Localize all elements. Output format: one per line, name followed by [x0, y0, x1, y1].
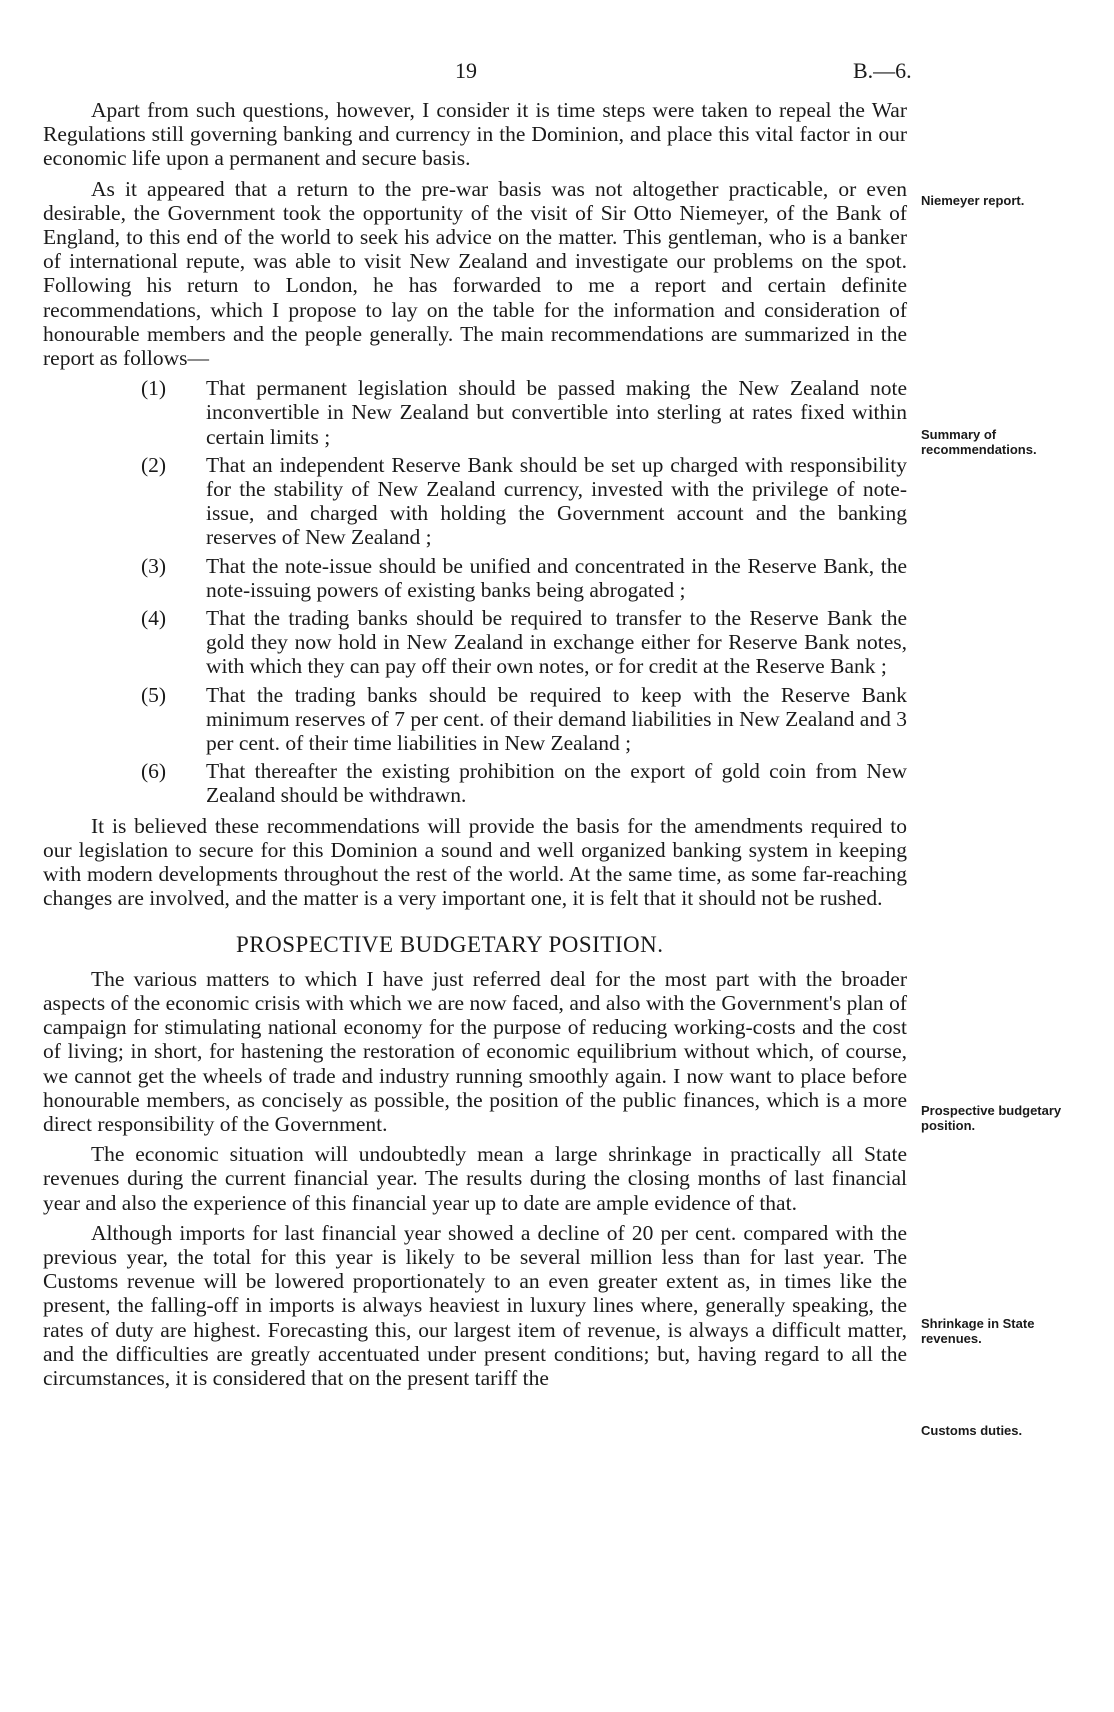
item-text: That permanent legislation should be passed making the New Zealand note inconvertible in New Zealand but convertible into sterling at rates fixed within certain limits ; [206, 376, 907, 449]
list-item [43, 759, 907, 807]
paragraph-economic-crisis: The various matters to which I have just referred deal for the most part with the broader aspects of the economic crisis with which we are now faced, and also with the Government's plan of campaign for stimulating national economy for the purpose of reducing working-costs and the cost of living; in short, for hastening the restoration of economic equilibrium without which, of course, we cannot get the wheels of trade and industry running smoothly again. I now want to place before honourable members, as concisely as possible, the position of the public finances, which is a more direct responsibility of the Government. [43, 966, 907, 1136]
item-number: (2) [141, 452, 167, 477]
paragraph-customs-revenue: Although imports for last financial year showed a decline of 20 per cent. compared with the previous year, the total for this year is likely to be several million less than for last year. The Customs revenue will be lowered proportionately to an even greater extent as, in times like the present, the falling-off in imports is always heaviest in luxury lines where, generally speaking, the rates of duty are highest. Forecasting this, our largest item of revenue, is always a difficult matter, and the difficulties are greatly accentuated under present conditions; but, having regard to all the circumstances, it is considered that on the present tariff the [43, 1220, 907, 1390]
item-text: That an independent Reserve Bank should be set up charged with responsibility for the stability of New Zealand currency, invested with the privilege of note-issue, and charged with holding the Government account and the banking reserves of New Zealand ; [206, 452, 907, 550]
item-number: (1) [141, 376, 167, 401]
paragraph-recommendations-basis: It is believed these recommendations will provide the basis for the amendments required to our legislation to secure for this Dominion a sound and well organized banking system in keeping with modern developments throughout the rest of the world. At the same time, as some far-reaching changes are involved, and the matter is a very important one, it is felt that it should not be rushed. [43, 813, 907, 911]
list-item [43, 376, 907, 449]
margin-note-niemeyer: Niemeyer report. [921, 193, 1025, 208]
item-number: (6) [141, 759, 167, 784]
item-text: That the trading banks should be required to transfer to the Reserve Bank the gold they now hold in New Zealand in exchange either for Reserve Bank notes, with which they can pay off their own notes, or for credit at the Reserve Bank ; [206, 606, 907, 679]
margin-note-summary: Summary of recommendations. [921, 427, 1037, 457]
paragraph-war-regulations: Apart from such questions, however, I consider it is time steps were taken to repeal the War Regulations still governing banking and currency in the Dominion, and place this vital factor in our economic life upon a permanent and secure basis. [43, 98, 907, 171]
document-reference: B.—6. [853, 58, 912, 83]
margin-note-customs: Customs duties. [921, 1423, 1023, 1438]
item-number: (4) [141, 606, 167, 631]
list-item [43, 606, 907, 679]
section-heading: PROSPECTIVE BUDGETARY POSITION. [236, 931, 664, 957]
item-text: That thereafter the existing prohibition on the export of gold coin from New Zealand should be withdrawn. [206, 759, 907, 808]
paragraph-niemeyer-report: As it appeared that a return to the pre-war basis was not altogether practicable, or even desirable, the Government took the opportunity of the visit of Sir Otto Niemeyer, of the Bank of England, to this end of the world to seek his advice on the matter. This gentleman, who is a banker of international repute, was able to visit New Zealand and investigate our problems on the spot. Following his return to London, he has forwarded to me a report and certain definite recommendations, which I propose to lay on the table for the information and consideration of honourable members and the people generally. The main recommendations are summarized in the report as follows— [43, 176, 907, 371]
item-number: (5) [141, 682, 167, 707]
list-item [43, 453, 907, 550]
recommendations-list [43, 376, 907, 807]
item-text: That the note-issue should be unified and concentrated in the Reserve Bank, the note-issuing powers of existing banks being abrogated ; [206, 553, 907, 602]
page-number: 19 [455, 58, 477, 83]
list-item [43, 554, 907, 602]
margin-note-budgetary: Prospective budgetary position. [921, 1103, 1062, 1133]
item-number: (3) [141, 553, 167, 578]
paragraph-state-revenues: The economic situation will undoubtedly mean a large shrinkage in practically all State revenues during the current financial year. The results during the closing months of last financial year and also the experience of this financial year up to date are ample evidence of that. [43, 1142, 907, 1215]
item-text: That the trading banks should be required to keep with the Reserve Bank minimum reserves of 7 per cent. of their demand liabilities in New Zealand and 3 per cent. of their time liabilities in New Zealand ; [206, 682, 907, 756]
margin-note-shrinkage: Shrinkage in State revenues. [921, 1316, 1035, 1346]
list-item [43, 683, 907, 756]
main-text [43, 98, 907, 1396]
